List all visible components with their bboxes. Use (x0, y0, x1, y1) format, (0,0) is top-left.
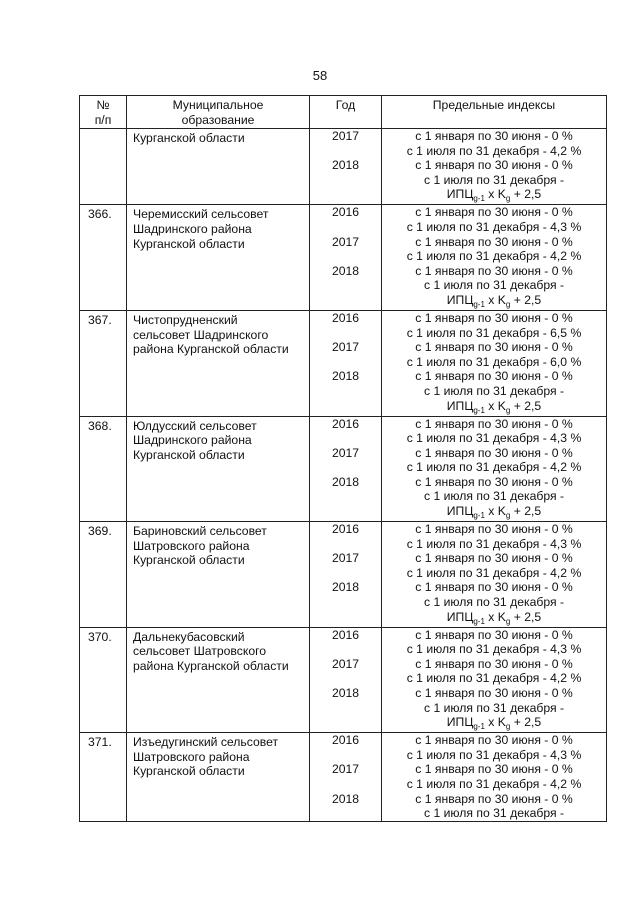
table-row (80, 416, 607, 522)
indices-cell (382, 129, 607, 205)
formula-part-tail: + 2,5 (510, 504, 542, 519)
indices-cell (382, 627, 607, 733)
index-line: с 1 января по 30 июня - 0 % (415, 791, 573, 806)
formula-part-sub2: g (505, 616, 511, 626)
year-value (310, 249, 381, 264)
table-row (80, 627, 607, 733)
year-value: 2016 (331, 522, 360, 537)
year-value: 2016 (331, 205, 360, 220)
index-line: с 1 января по 30 июня - 0 % (415, 551, 573, 566)
formula-part-mid: x K (484, 187, 506, 202)
index-line: с 1 июля по 31 декабря - 6,0 % (406, 354, 582, 369)
municipality-line: Изъедугинский сельсовет (133, 735, 279, 750)
formula-part-sub1: g-1 (473, 722, 485, 732)
index-line: с 1 июля по 31 декабря - 4,3 % (406, 536, 582, 551)
formula-part-sub1: g-1 (473, 299, 485, 309)
formula-part-sub2: g (505, 405, 511, 415)
index-line: с 1 января по 30 июня - 0 % (415, 205, 573, 220)
year-value: 2018 (331, 263, 360, 278)
index-line: с 1 января по 30 июня - 0 % (415, 369, 573, 384)
index-formula (382, 293, 606, 310)
index-line: с 1 июля по 31 декабря - (423, 172, 565, 187)
index-line: с 1 июля по 31 декабря - 4,3 % (406, 431, 582, 446)
formula-part-sub2: g (505, 722, 511, 732)
row-number: 371. (80, 733, 127, 822)
index-line: с 1 января по 30 июня - 0 % (415, 686, 573, 700)
index-line: с 1 января по 30 июня - 0 % (415, 627, 573, 642)
row-number (80, 129, 127, 205)
index-line: с 1 января по 30 июня - 0 % (415, 733, 573, 748)
row-number: 369. (80, 522, 127, 628)
formula-part-sub1: g-1 (473, 405, 485, 415)
municipality-line: Курганской области (133, 236, 245, 251)
year-value: 2017 (331, 340, 360, 355)
year-value (310, 566, 381, 581)
table-row (80, 310, 607, 416)
municipality-line: сельсовет Шатровского (133, 644, 267, 659)
year-value: 2016 (331, 416, 360, 431)
municipality-line: Шадринского района (133, 433, 252, 448)
municipality-line: Черемисский сельсовет (133, 207, 269, 222)
index-line: с 1 января по 30 июня - 0 % (415, 656, 573, 671)
formula-part-tail: + 2,5 (510, 609, 542, 624)
formula-part-mid: x K (484, 609, 506, 624)
year-value: 2018 (331, 791, 360, 806)
municipality-line: района Курганской области (133, 342, 289, 357)
municipality-line: Шадринского района (133, 221, 252, 236)
row-number: 367. (80, 310, 127, 416)
year-value (310, 220, 381, 235)
indices-cell (382, 310, 607, 416)
page-number: 58 (312, 68, 328, 83)
index-line: с 1 июля по 31 декабря - (423, 806, 565, 821)
index-line: с 1 июля по 31 декабря - 4,2 % (406, 671, 582, 686)
row-number: 368. (80, 416, 127, 522)
municipality-line: Дальнекубасовский (133, 629, 245, 644)
header-indices: Предельные индексы (382, 96, 607, 129)
municipality-line: сельсовет Шадринского (133, 327, 269, 342)
index-line: с 1 июля по 31 декабря - 4,2 % (406, 143, 582, 158)
header-municipality: Муниципальное образование (127, 96, 310, 129)
year-value: 2017 (331, 445, 360, 460)
municipality-line: района Курганской области (133, 658, 289, 673)
index-line: с 1 января по 30 июня - 0 % (415, 310, 573, 325)
formula-part-sub2: g (505, 194, 511, 204)
table-row (80, 733, 607, 822)
municipality-cell (127, 627, 310, 733)
index-formula (382, 715, 606, 732)
index-line: с 1 января по 30 июня - 0 % (415, 158, 573, 173)
formula-part-base: ИПЦ (446, 715, 474, 730)
index-line: с 1 июля по 31 декабря - 4,3 % (406, 219, 582, 234)
index-line: с 1 января по 30 июня - 0 % (415, 416, 573, 431)
year-value: 2017 (331, 551, 360, 566)
table-row (80, 129, 607, 205)
formula-part-sub1: g-1 (473, 616, 485, 626)
table-row (80, 522, 607, 628)
year-cell (310, 129, 382, 205)
formula-part-sub2: g (505, 511, 511, 521)
year-value (310, 777, 381, 792)
formula-part-base: ИПЦ (446, 609, 474, 624)
index-formula (382, 187, 606, 204)
year-value (310, 642, 381, 657)
index-line: с 1 июля по 31 декабря - 4,2 % (406, 776, 582, 791)
index-line: с 1 января по 30 июня - 0 % (415, 522, 573, 537)
index-line: с 1 января по 30 июня - 0 % (415, 129, 573, 143)
year-value: 2018 (331, 580, 360, 595)
year-value (310, 355, 381, 370)
year-cell (310, 205, 382, 311)
row-number: 370. (80, 627, 127, 733)
municipality-cell (127, 205, 310, 311)
index-line: с 1 января по 30 июня - 0 % (415, 340, 573, 355)
index-line: с 1 июля по 31 декабря - (423, 278, 565, 293)
indices-table (79, 95, 607, 822)
formula-part-base: ИПЦ (446, 187, 474, 202)
year-value: 2018 (331, 474, 360, 489)
year-value: 2018 (331, 369, 360, 384)
formula-part-mid: x K (484, 292, 506, 307)
index-line: с 1 января по 30 июня - 0 % (415, 474, 573, 489)
year-cell (310, 310, 382, 416)
year-value (310, 431, 381, 446)
year-cell (310, 522, 382, 628)
formula-part-sub2: g (505, 299, 511, 309)
municipality-line: Курганской области (133, 764, 245, 779)
formula-part-sub1: g-1 (473, 194, 485, 204)
year-value (310, 537, 381, 552)
municipality-line: Бариновский сельсовет (133, 524, 267, 539)
municipality-cell (127, 522, 310, 628)
year-value: 2016 (331, 627, 360, 642)
year-value (310, 671, 381, 686)
header-year: Год (310, 96, 382, 129)
table-header-row (80, 96, 607, 129)
municipality-cell (127, 310, 310, 416)
index-line: с 1 июля по 31 декабря - 4,3 % (406, 642, 582, 657)
municipality-line: Чистопрудненский (133, 312, 238, 327)
index-line: с 1 июля по 31 декабря - (423, 700, 565, 715)
year-value: 2018 (331, 686, 360, 700)
year-cell (310, 416, 382, 522)
year-value: 2017 (331, 129, 360, 143)
year-value (310, 326, 381, 341)
municipality-line: Курганской области (133, 131, 245, 145)
index-line: с 1 июля по 31 декабря - (423, 383, 565, 398)
index-line: с 1 июля по 31 декабря - 4,3 % (406, 747, 582, 762)
indices-cell (382, 205, 607, 311)
year-value: 2016 (331, 733, 360, 748)
year-value: 2017 (331, 234, 360, 249)
formula-part-mid: x K (484, 398, 506, 413)
header-num: № п/п (80, 96, 127, 129)
row-number: 366. (80, 205, 127, 311)
formula-part-tail: + 2,5 (510, 398, 542, 413)
index-line: с 1 января по 30 июня - 0 % (415, 762, 573, 777)
year-value: 2017 (331, 656, 360, 671)
index-line: с 1 января по 30 июня - 0 % (415, 445, 573, 460)
index-formula (382, 610, 606, 627)
indices-cell (382, 522, 607, 628)
formula-part-base: ИПЦ (446, 292, 474, 307)
municipality-cell (127, 416, 310, 522)
formula-part-sub1: g-1 (473, 511, 485, 521)
index-line: с 1 июля по 31 декабря - (423, 489, 565, 504)
index-line: с 1 июля по 31 декабря - 4,2 % (406, 460, 582, 475)
municipality-line: Юлдусский сельсовет (133, 418, 257, 433)
index-formula (382, 399, 606, 416)
index-line: с 1 июля по 31 декабря - 4,2 % (406, 249, 582, 264)
year-cell (310, 627, 382, 733)
index-line: с 1 июля по 31 декабря - 4,2 % (406, 565, 582, 580)
municipality-line: Курганской области (133, 553, 245, 568)
year-cell (310, 733, 382, 822)
year-value (310, 144, 381, 159)
formula-part-mid: x K (484, 504, 506, 519)
indices-cell (382, 416, 607, 522)
formula-part-tail: + 2,5 (510, 715, 542, 730)
indices-cell (382, 733, 607, 822)
year-value (310, 460, 381, 475)
municipality-line: Шатровского района (133, 538, 250, 553)
index-line: с 1 июля по 31 декабря - (423, 595, 565, 610)
index-line: с 1 января по 30 июня - 0 % (415, 263, 573, 278)
formula-part-base: ИПЦ (446, 398, 474, 413)
formula-part-base: ИПЦ (446, 504, 474, 519)
municipality-line: Курганской области (133, 447, 245, 462)
year-value: 2017 (331, 762, 360, 777)
index-line: с 1 января по 30 июня - 0 % (415, 580, 573, 595)
year-value: 2016 (331, 310, 360, 325)
formula-part-mid: x K (484, 715, 506, 730)
year-value: 2018 (331, 158, 360, 173)
table-row (80, 205, 607, 311)
municipality-cell (127, 129, 310, 205)
formula-part-tail: + 2,5 (510, 292, 542, 307)
index-formula (382, 504, 606, 521)
formula-part-tail: + 2,5 (510, 187, 542, 202)
index-line: с 1 января по 30 июня - 0 % (415, 234, 573, 249)
index-line: с 1 июля по 31 декабря - 6,5 % (406, 325, 582, 340)
municipality-line: Шатровского района (133, 749, 250, 764)
year-value (310, 748, 381, 763)
municipality-cell (127, 733, 310, 822)
